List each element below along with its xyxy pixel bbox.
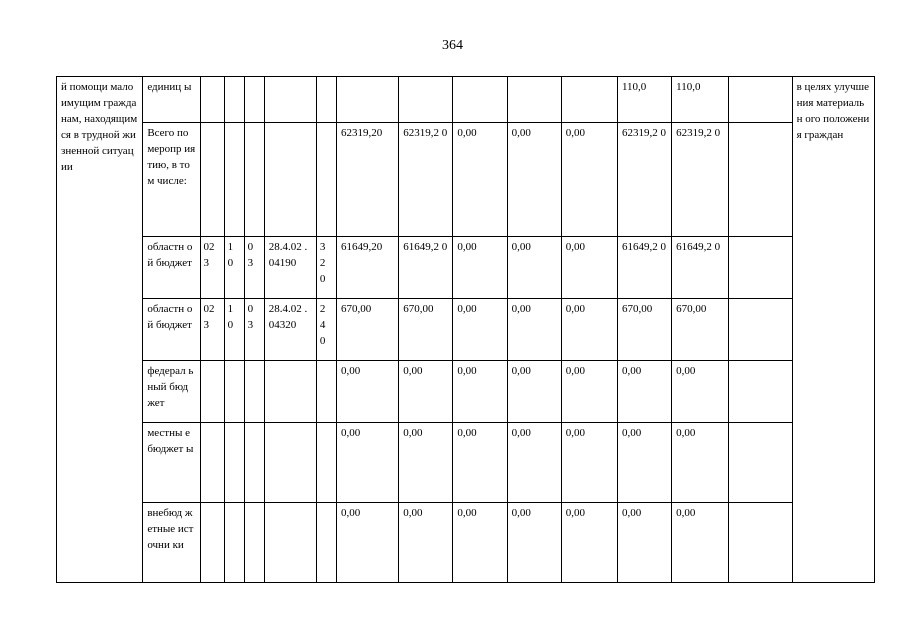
value-cell [507, 77, 561, 123]
value-cell [399, 77, 453, 123]
value-cell [729, 123, 792, 237]
value-cell: 670,00 [672, 299, 729, 361]
source-label-cell: областн ой бюджет [143, 237, 200, 299]
code-csr-cell [264, 77, 316, 123]
code-grbs-cell [200, 361, 224, 423]
code-grbs-cell: 02 3 [200, 237, 224, 299]
value-cell: 0,00 [453, 361, 507, 423]
value-cell: 0,00 [617, 423, 671, 503]
code-vr-cell [316, 361, 336, 423]
value-cell: 61649,2 0 [399, 237, 453, 299]
table-row [57, 77, 875, 123]
source-label-cell: внебюд жетные источни ки [143, 503, 200, 583]
source-label-cell: единиц ы [143, 77, 200, 123]
code-rz-cell [224, 77, 244, 123]
page-number: 364 [442, 38, 463, 53]
value-cell: 0,00 [561, 361, 617, 423]
code-grbs-cell: 02 3 [200, 299, 224, 361]
table-body [57, 77, 875, 583]
value-cell [453, 77, 507, 123]
value-cell [729, 423, 792, 503]
value-cell: 0,00 [507, 361, 561, 423]
source-label-cell: местны е бюджет ы [143, 423, 200, 503]
value-cell: 62319,2 0 [399, 123, 453, 237]
code-grbs-cell [200, 77, 224, 123]
value-cell: 0,00 [672, 503, 729, 583]
code-rz-cell [224, 423, 244, 503]
value-cell: 670,00 [399, 299, 453, 361]
value-cell: 0,00 [507, 123, 561, 237]
value-cell: 0,00 [561, 237, 617, 299]
code-csr-cell [264, 123, 316, 237]
value-cell: 0,00 [453, 423, 507, 503]
value-cell [729, 361, 792, 423]
value-cell [729, 503, 792, 583]
code-grbs-cell [200, 503, 224, 583]
table-row [57, 237, 875, 299]
value-cell: 0,00 [672, 423, 729, 503]
code-csr-cell: 28.4.02 .04190 [264, 237, 316, 299]
value-cell: 0,00 [453, 237, 507, 299]
value-cell: 0,00 [507, 423, 561, 503]
value-cell: 62319,2 0 [617, 123, 671, 237]
code-grbs-cell [200, 423, 224, 503]
value-cell: 61649,2 0 [672, 237, 729, 299]
value-cell: 0,00 [561, 299, 617, 361]
source-label-cell: федерал ьный бюджет [143, 361, 200, 423]
code-vr-cell [316, 423, 336, 503]
expected-result-cell: в целях улучшения материальн ого положения граждан [792, 77, 874, 583]
value-cell: 0,00 [617, 503, 671, 583]
code-pr-cell [244, 503, 264, 583]
code-csr-cell [264, 503, 316, 583]
value-cell [561, 77, 617, 123]
code-vr-cell [316, 503, 336, 583]
value-cell: 110,0 [617, 77, 671, 123]
value-cell: 0,00 [336, 423, 398, 503]
value-cell: 0,00 [453, 503, 507, 583]
value-cell: 0,00 [617, 361, 671, 423]
code-pr-cell [244, 423, 264, 503]
value-cell: 62319,20 [336, 123, 398, 237]
value-cell: 0,00 [507, 237, 561, 299]
value-cell: 0,00 [561, 423, 617, 503]
source-label-cell: Всего по меропр иятию, в том числе: [143, 123, 200, 237]
code-rz-cell [224, 503, 244, 583]
value-cell: 670,00 [617, 299, 671, 361]
value-cell: 0,00 [453, 299, 507, 361]
value-cell: 62319,2 0 [672, 123, 729, 237]
table-row [57, 123, 875, 237]
code-pr-cell [244, 77, 264, 123]
code-pr-cell [244, 123, 264, 237]
code-pr-cell [244, 361, 264, 423]
code-vr-cell: 2 4 0 [316, 299, 336, 361]
measure-name-cell: й помощи малоимущим гражданам, находящимся в трудной жизненной ситуации [57, 77, 143, 583]
value-cell: 0,00 [336, 361, 398, 423]
value-cell: 0,00 [561, 123, 617, 237]
value-cell: 0,00 [561, 503, 617, 583]
value-cell: 0,00 [399, 361, 453, 423]
code-pr-cell: 0 3 [244, 299, 264, 361]
value-cell [729, 237, 792, 299]
source-label-cell: областн ой бюджет [143, 299, 200, 361]
code-rz-cell [224, 361, 244, 423]
code-vr-cell [316, 123, 336, 237]
code-csr-cell: 28.4.02 .04320 [264, 299, 316, 361]
value-cell: 0,00 [336, 503, 398, 583]
code-pr-cell: 0 3 [244, 237, 264, 299]
value-cell [729, 77, 792, 123]
value-cell: 0,00 [399, 423, 453, 503]
value-cell: 0,00 [507, 503, 561, 583]
value-cell: 61649,20 [336, 237, 398, 299]
code-grbs-cell [200, 123, 224, 237]
value-cell: 670,00 [336, 299, 398, 361]
code-rz-cell: 1 0 [224, 299, 244, 361]
value-cell: 110,0 [672, 77, 729, 123]
value-cell: 61649,2 0 [617, 237, 671, 299]
value-cell: 0,00 [399, 503, 453, 583]
table-row [57, 503, 875, 583]
code-rz-cell: 1 0 [224, 237, 244, 299]
value-cell: 0,00 [507, 299, 561, 361]
value-cell [336, 77, 398, 123]
value-cell: 0,00 [672, 361, 729, 423]
value-cell [729, 299, 792, 361]
budget-table [56, 76, 875, 583]
code-vr-cell [316, 77, 336, 123]
code-csr-cell [264, 423, 316, 503]
value-cell: 0,00 [453, 123, 507, 237]
table-row [57, 299, 875, 361]
table-row [57, 361, 875, 423]
code-rz-cell [224, 123, 244, 237]
code-vr-cell: 3 2 0 [316, 237, 336, 299]
code-csr-cell [264, 361, 316, 423]
table-row [57, 423, 875, 503]
